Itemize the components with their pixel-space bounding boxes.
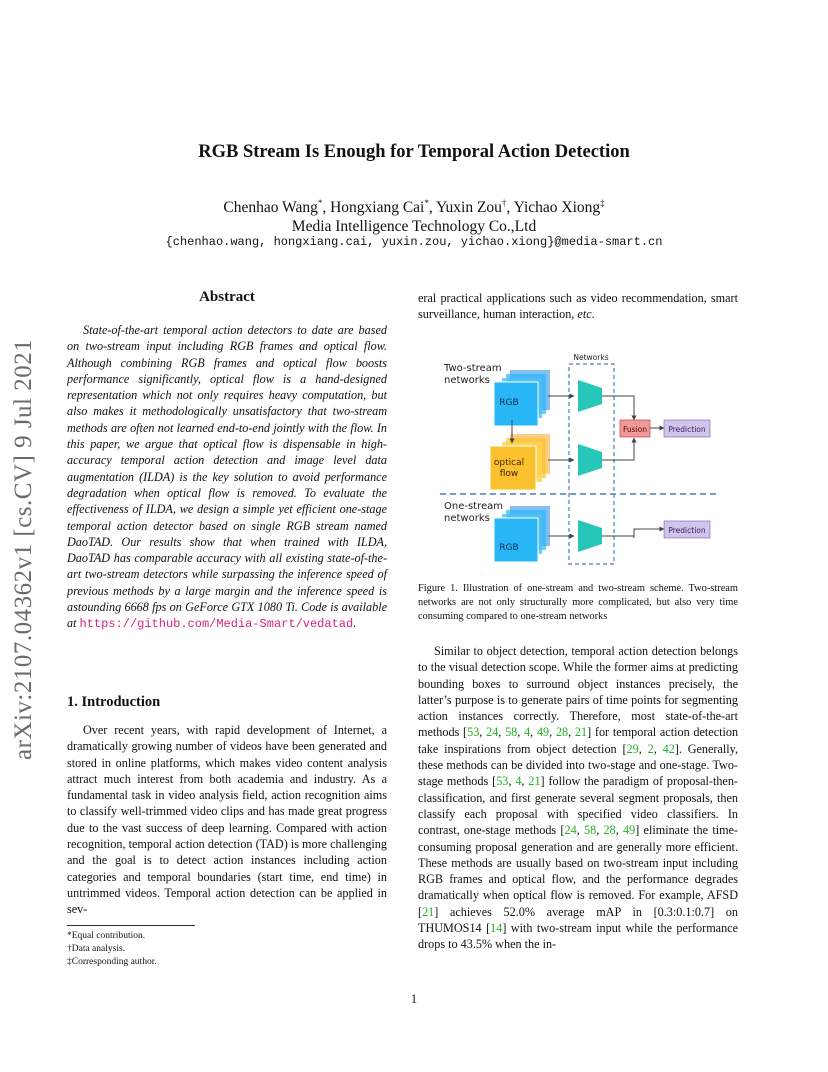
fusion-label: Fusion	[623, 425, 647, 434]
author-name: Yichao Xiong	[513, 199, 601, 217]
author-list	[0, 194, 828, 217]
page-number: 1	[410, 992, 418, 1006]
figure-1	[436, 348, 732, 568]
citation-link[interactable]: 21	[574, 725, 588, 740]
author-name: Chenhao Wang	[223, 199, 318, 217]
citation-link[interactable]: 53	[496, 774, 509, 789]
right-body-text: Similar to object detection, temporal action detection belongs to the visual detection scope. While the former aims at predicting bounding boxes to surround object instances precisely, the latter’s purpose is to generate pairs of time points for segmenting action instances correctly. Therefore, most state-of-the-art methods [53, 24, 58, 4, 49, 28, 21] for temporal action detection take inspirations from object detection [29, 2, 42]. Generally, these methods can be divided into two-stage and one-stage. Two-stage methods [53, 4, 21] follow the paradigm of proposal-then-classification, and first generate several segment proposals, then classify each proposal with specified video classifiers. In contrast, one-stage methods [24, 58, 28, 49] eliminate the time-consuming proposal generation and are generally more efficient. These methods are usually based on two-stream input including RGB frames and optical flow, and the performance degrades dramatically when optical flow is removed. For example, AFSD [21] achieves 52.0% average mAP in [0.3:0.1:0.7] on THUMOS14 [14] with two-stream input while the performance drops to 43.5% when the in-	[418, 644, 739, 952]
citation-link[interactable]: 49	[536, 725, 550, 740]
citation-link[interactable]: 4	[524, 725, 531, 740]
footnote-equal: *Equal contribution.	[67, 931, 146, 941]
net-to-fusion-top	[602, 396, 634, 420]
citation-link[interactable]: 21	[422, 904, 435, 919]
citation-link[interactable]: 53	[467, 725, 480, 740]
code-link[interactable]: https://github.com/Media-Smart/vedatad	[79, 617, 354, 632]
author-emails: {chenhao.wang, hongxiang.cai, yuxin.zou, yichao.xiong}@media-smart.cn	[165, 235, 663, 249]
intro-text: Over recent years, with rapid development of Internet, a dramatically growing number of videos have been generated and stored in online platforms, which makes video content analysis attract much interest from both academia and industry. As a fundamental task in video analysis field, action recognition aims to classify well-trimmed video clips and has made great progress due to the vast success of deep learning. Compared with action recognition, temporal action detection (TAD) is more challenging and the goal is to detect action instances including action categories and temporal boundaries (start time, end time) in untrimmed videos. Temporal action detection can be applied in sev-	[67, 723, 387, 917]
optical-label: optical	[493, 458, 525, 468]
citation-link[interactable]: 14	[490, 921, 503, 936]
author-sep: ,	[322, 199, 327, 217]
author-sep: ,	[428, 199, 433, 217]
right-top-sentence: eral practical applications such as video recommendation, smart surveillance, human interaction,	[418, 291, 738, 322]
footnotes	[67, 925, 267, 968]
etc-text: etc	[577, 307, 592, 322]
citation-link[interactable]: 2	[647, 741, 654, 756]
optical-flow-frames	[490, 434, 550, 490]
author-name: Yuxin Zou	[436, 199, 502, 217]
net-to-fusion-bottom	[602, 438, 634, 460]
citation-link[interactable]: 4	[515, 774, 522, 789]
author-mark: †	[501, 198, 507, 208]
author-mark: ‡	[600, 198, 605, 208]
intro-paragraph	[67, 722, 387, 918]
arxiv-sidebar	[4, 300, 48, 760]
affiliation: Media Intelligence Technology Co.,Ltd	[291, 218, 537, 236]
citation-link[interactable]: 42	[662, 741, 675, 756]
onenet-to-pred-arrow	[602, 529, 664, 536]
author-sep: ,	[506, 199, 511, 217]
rgb-label-bottom: RGB	[499, 543, 519, 553]
figure-diagram	[436, 348, 732, 568]
rgb-label-top: RGB	[499, 398, 519, 408]
paper-title: RGB Stream Is Enough for Temporal Action Detection	[198, 142, 630, 162]
right-top-text	[418, 290, 738, 323]
two-stream-label: Two-stream	[444, 363, 502, 374]
abstract-text: State-of-the-art temporal action detectors to date are based on two-stream input including RGB frames and optical flow. Although combining RGB frames and optical flow boosts performance significantly, optical flow is a hand-designed representation which not only requires heavy computation, but also makes it methodologically unsatisfactory that two-stream methods are often not learned end-to-end jointly with the flow. In this paper, we argue that optical flow is dispensable in high-accuracy temporal action detection and image level data augmentation (ILDA) is the key solution to avoid performance degradation when optical flow is removed. To evaluate the effectiveness of ILDA, we design a simple yet efficient one-stage temporal action detector based on single RGB stream named DaoTAD. Our results show that when trained with ILDA, DaoTAD has comparable accuracy with all existing state-of-the-art two-stream detectors while surpassing the inference speed of previous methods by a large margin and the inference speed is astounding 6668 fps on GeForce GTX 1080 Ti. Code is available at	[67, 323, 387, 631]
one-stream-label-2: networks	[444, 513, 490, 524]
prediction-label-top: Prediction	[668, 425, 706, 434]
one-stream-network-shape	[578, 520, 602, 552]
arxiv-id: arXiv:2107.04362v1 [cs.CV] 9 Jul 2021	[10, 338, 37, 760]
author-mark: *	[317, 198, 323, 208]
figure-caption: Figure 1. Illustration of one-stream and two-stream scheme. Two-stream networks are not only structurally more complicated, but also very time consuming compared to one-stream networks	[418, 583, 738, 622]
citation-link[interactable]: 58	[505, 725, 518, 740]
citation-link[interactable]: 29	[626, 741, 639, 756]
footnote-rule	[67, 925, 195, 926]
rgb-frames-bottom	[494, 506, 550, 562]
section-heading-introduction: 1. Introduction	[67, 694, 161, 710]
rgb-network-shape	[578, 380, 602, 412]
right-body-paragraph	[418, 643, 738, 953]
prediction-label-bottom: Prediction	[668, 526, 706, 535]
right-top-end: .	[591, 307, 595, 322]
footnote-data: †Data analysis.	[67, 943, 126, 954]
flow-label: flow	[499, 469, 519, 479]
flow-network-shape	[578, 444, 602, 476]
citation-link[interactable]: 28	[555, 725, 569, 740]
abstract-heading: Abstract	[199, 289, 255, 305]
one-stream-label: One-stream	[444, 501, 504, 512]
citation-link[interactable]: 24	[486, 725, 499, 740]
citation-link[interactable]: 58	[584, 823, 597, 838]
author-mark: *	[424, 198, 429, 208]
footnote-corresponding: ‡Corresponding author.	[67, 956, 157, 967]
citation-link[interactable]: 49	[623, 823, 636, 838]
rgb-frames-top	[494, 370, 550, 426]
networks-label: Networks	[573, 353, 609, 362]
abstract-body	[67, 322, 387, 633]
abstract-end: .	[353, 616, 357, 631]
two-stream-label-2: networks	[444, 375, 490, 386]
citation-link[interactable]: 21	[528, 774, 541, 789]
citation-link[interactable]: 28	[603, 823, 616, 838]
author-name: Hongxiang Cai	[330, 199, 425, 217]
author-block	[0, 194, 828, 236]
citation-link[interactable]: 24	[564, 823, 577, 838]
